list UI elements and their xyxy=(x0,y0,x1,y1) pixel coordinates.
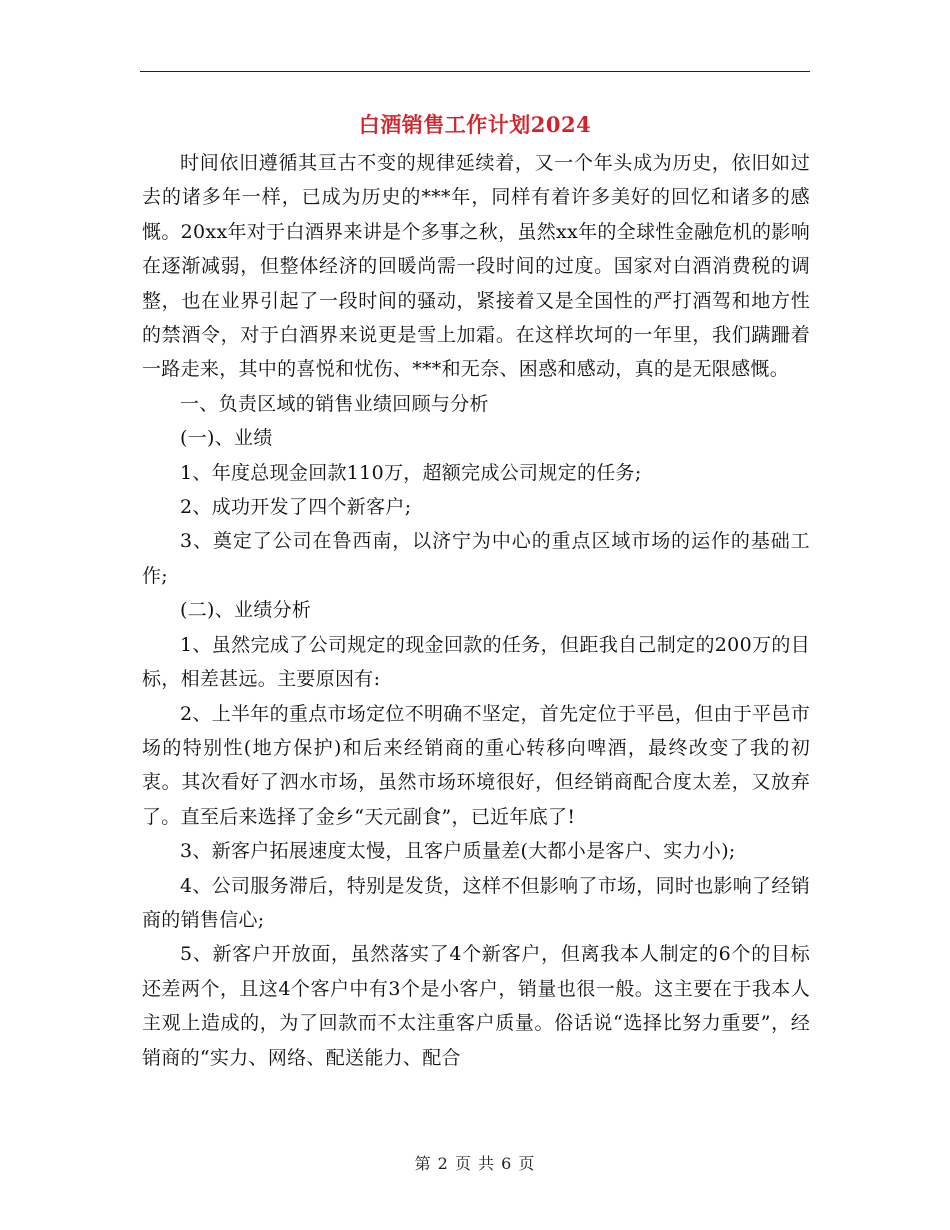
section-heading-1: 一、负责区域的销售业绩回顾与分析 xyxy=(180,392,489,415)
list-item: 2、上半年的重点市场定位不明确不坚定，首先定位于平邑，但由于平邑市场的特别性(地方保护)和后来经销商的重心转移向啤酒，最终改变了我的初衷。其次看好了泗水市场，虽然市场环境很好，但经销商配合度太差，又放弃了。直至后来选择了金乡“天元副食”，已近年底了! xyxy=(142,702,810,828)
document-title: 白酒销售工作计划2024 xyxy=(358,112,592,137)
list-item: 4、公司服务滞后，特别是发货，这样不但影响了市场，同时也影响了经销商的销售信心; xyxy=(142,874,810,931)
list-item: 1、年度总现金回款110万，超额完成公司规定的任务; xyxy=(180,461,642,484)
list-item: 1、虽然完成了公司规定的现金回款的任务，但距我自己制定的200万的目标，相差甚远。主要原因有: xyxy=(142,633,810,691)
list-item: 3、新客户拓展速度太慢，且客户质量差(大都小是客户、实力小); xyxy=(180,840,736,863)
subsection-heading-analysis: (二)、业绩分析 xyxy=(180,599,312,622)
document-body xyxy=(142,146,810,1075)
list-item: 3、奠定了公司在鲁西南，以济宁为中心的重点区域市场的运作的基础工作; xyxy=(142,530,810,587)
paragraph-intro: 时间依旧遵循其亘古不变的规律延续着，又一个年头成为历史，依旧如过去的诸多年一样，已成为历史的***年，同样有着许多美好的回忆和诸多的感慨。20xx年对于白酒界来讲是个多事之秋，虽然xx年的全球性金融危机的影响在逐渐减弱，但整体经济的回暖尚需一段时间的过度。国家对白酒消费税的调整，也在业界引起了一段时间的骚动，紧接着又是全国性的严打酒驾和地方性的禁酒令，对于白酒界来说更是雪上加霜。在这样坎坷的一年里，我们蹒跚着一路走来，其中的喜悦和忧伤、***和无奈、困惑和感动，真的是无限感慨。 xyxy=(142,152,810,381)
subsection-heading-performance: (一)、业绩 xyxy=(180,427,273,450)
list-item: 2、成功开发了四个新客户; xyxy=(180,496,412,519)
list-item: 5、新客户开放面，虽然落实了4个新客户，但离我本人制定的6个的目标还差两个，且这4个客户中有3个是小客户，销量也很一般。这主要在于我本人主观上造成的，为了回款而不太注重客户质量。俗话说“选择比努力重要”，经销商的“实力、网络、配送能力、配合 xyxy=(142,943,810,1069)
page-footer: 第 2 页 共 6 页 xyxy=(414,1154,536,1173)
header-rule xyxy=(140,71,810,72)
